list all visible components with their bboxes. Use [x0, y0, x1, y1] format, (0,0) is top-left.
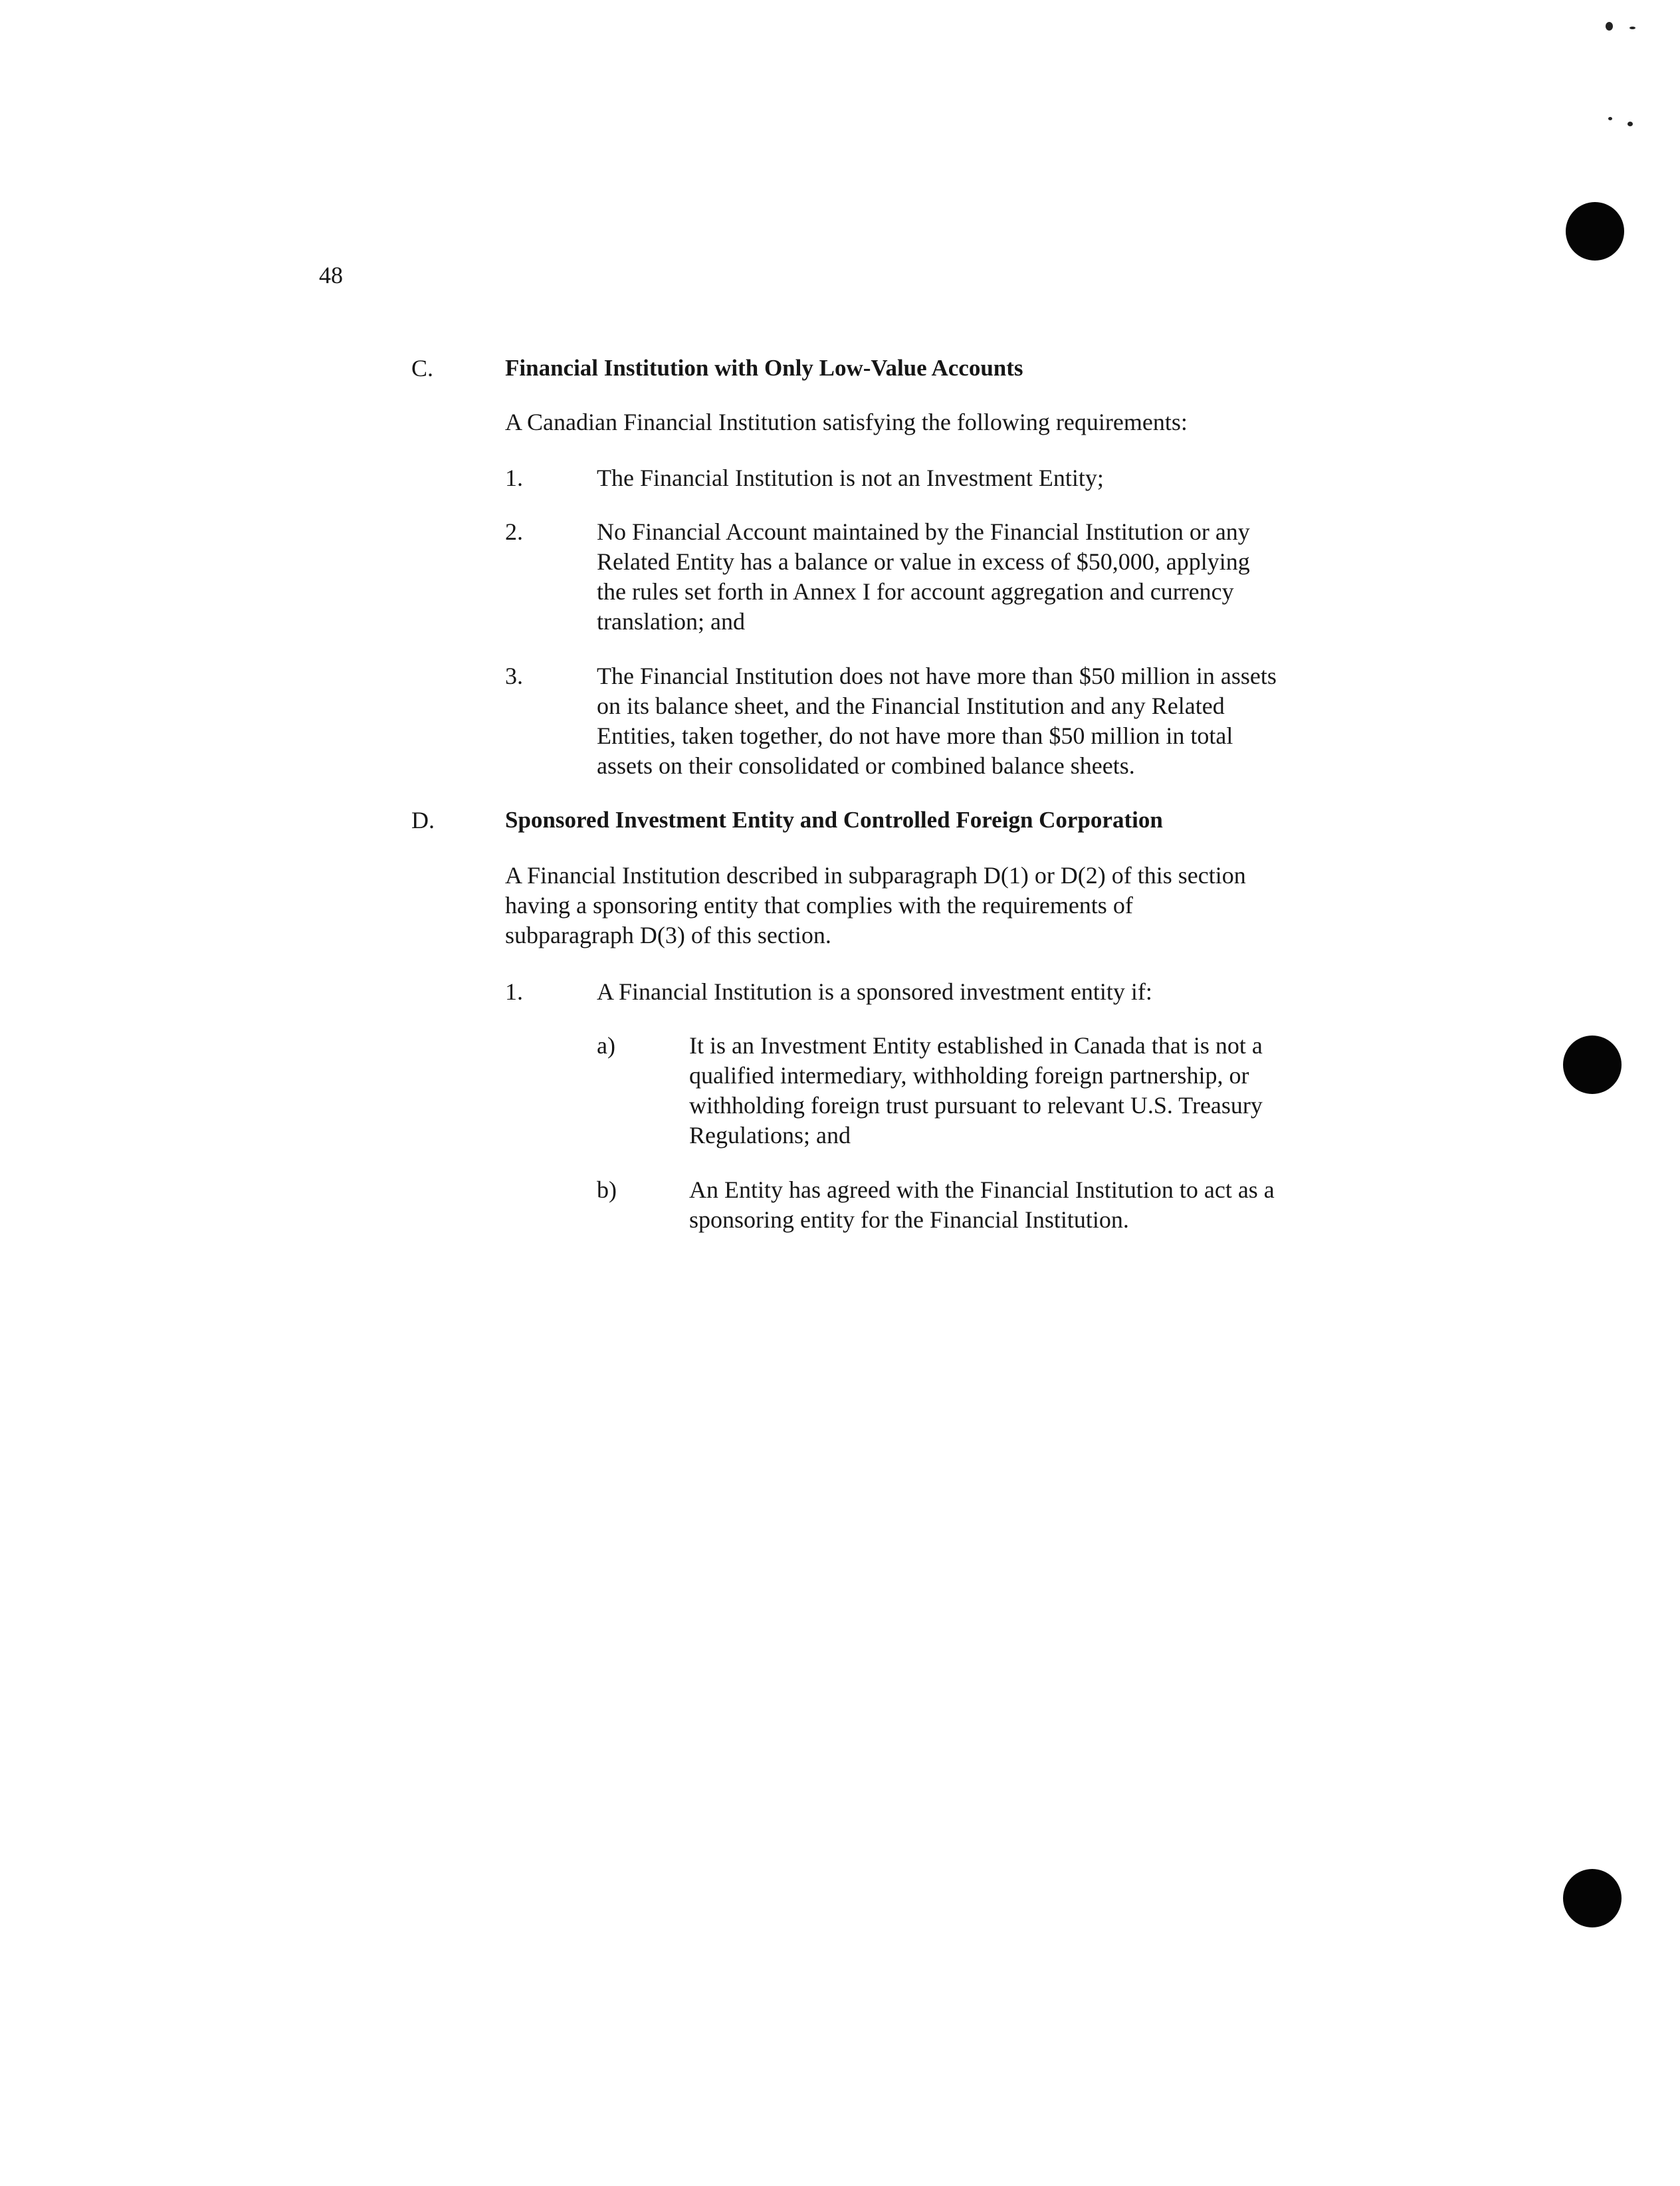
- section-d-item-1-text: A Financial Institution is a sponsored investment entity if:: [597, 978, 1152, 1005]
- section-d-subitem-a-label: a): [597, 1032, 615, 1059]
- section-c-heading: Financial Institution with Only Low-Value Accounts: [505, 355, 1023, 381]
- scan-speck: [1628, 122, 1633, 126]
- scan-speck: [1608, 117, 1612, 120]
- section-c-item-2-text: No Financial Account maintained by the Financial Institution or any Related Entity has a balance or value in excess of $50,000, applying the rules set forth in Annex I for account aggregation and currency translation; and: [597, 518, 1250, 635]
- section-d-item-1-number: 1.: [505, 978, 523, 1005]
- section-c-item-3-text: The Financial Institution does not have more than $50 million in assets on its balance sheet, and the Financial Institution and any Related Entities, taken together, do not have more than $50 million in total assets on their consolidated or combined balance sheets.: [597, 663, 1277, 779]
- section-d-heading: Sponsored Investment Entity and Controlled Foreign Corporation: [505, 807, 1163, 833]
- section-d-intro: A Financial Institution described in subparagraph D(1) or D(2) of this section having a sponsoring entity that complies with the requirements of subparagraph D(3) of this section.: [505, 862, 1246, 948]
- section-c-intro: A Canadian Financial Institution satisfying the following requirements:: [505, 409, 1188, 435]
- scan-speck: [1629, 27, 1635, 29]
- section-d-subitem-a-text: It is an Investment Entity established in Canada that is not a qualified intermediary, withholding foreign partnership, or withholding foreign trust pursuant to relevant U.S. Treasury Regulations; and: [689, 1032, 1263, 1148]
- scan-speck: [1606, 22, 1613, 31]
- section-d-letter: D.: [411, 807, 435, 833]
- page-number: 48: [319, 262, 343, 288]
- punch-hole-top: [1566, 202, 1624, 261]
- section-c-item-1-number: 1.: [505, 465, 523, 491]
- section-d-subitem-b-text: An Entity has agreed with the Financial Institution to act as a sponsoring entity for the Financial Institution.: [689, 1176, 1275, 1233]
- section-c-letter: C.: [411, 355, 434, 382]
- punch-hole-bottom: [1563, 1869, 1622, 1927]
- punch-hole-middle: [1563, 1036, 1622, 1094]
- section-c-item-2-number: 2.: [505, 518, 523, 545]
- section-c-item-3-number: 3.: [505, 663, 523, 689]
- section-d-subitem-b-label: b): [597, 1176, 617, 1203]
- section-c-item-1-text: The Financial Institution is not an Investment Entity;: [597, 465, 1104, 491]
